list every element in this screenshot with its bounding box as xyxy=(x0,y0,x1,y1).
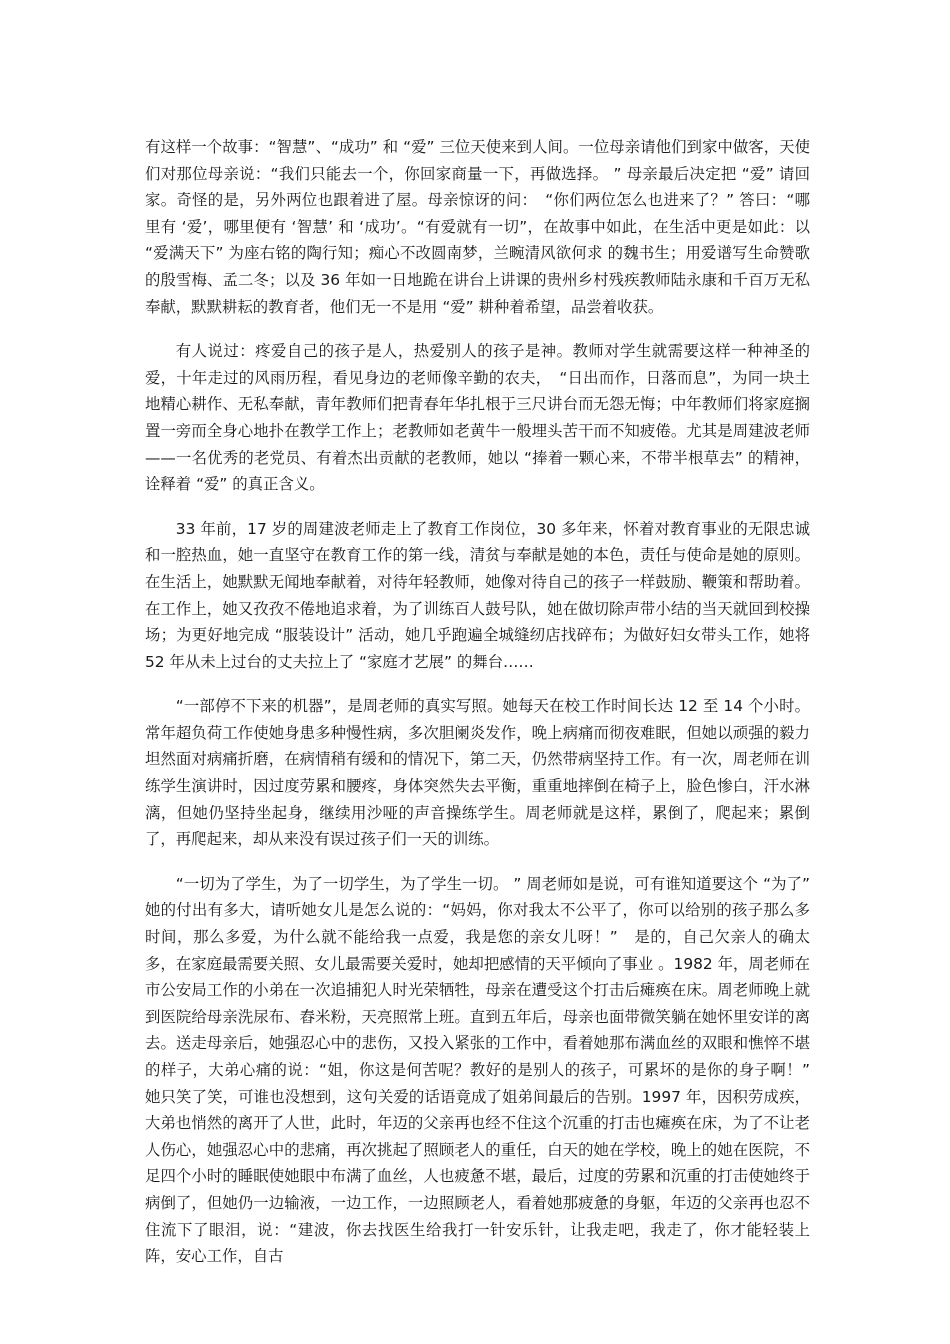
paragraph-family-sacrifice: “一切为了学生，为了一切学生，为了学生一切。 ” 周老师如是说，可有谁知道要这个 “为了” 她的付出有多大，请听她女儿是怎么说的：“妈妈，你对我太不公平了，你可以给别的孩子那么多时间，那么多爱，为什么就不能给我一点爱，我是您的亲女儿呀！” 是的，自己欠亲人的确太多，在家庭最需要关照、女儿最需要关爱时，她却把感情的天平倾向了事业 。1982 年，周老师在市公安局工作的小弟在一次追捕犯人时光荣牺牲，母亲在遭受这个打击后瘫痪在床。周老师晚上就到医院给母亲洗尿布、舂米粉，天亮照常上班。直到五年后，母亲也面带微笑躺在她怀里安详的离去。送走母亲后，她强忍心中的悲伤，又投入紧张的工作中，看着她那布满血丝的双眼和憔悴不堪的样子，大弟心痛的说：“姐，你这是何苦呢？教好的是别人的孩子，可累坏的是你的身子啊！” 她只笑了笑，可谁也没想到，这句关爱的话语竟成了姐弟间最后的告别。1997 年，因积劳成疾，大弟也悄然的离开了人世，此时，年迈的父亲再也经不住这个沉重的打击也瘫痪在床，为了不让老人伤心，她强忍心中的悲痛，再次挑起了照顾老人的重任，白天的她在学校，晚上的她在医院，不足四个小时的睡眠使她眼中布满了血丝，人也疲惫不堪，最后，过度的劳累和沉重的打击使她终于病倒了，但她仍一边输液，一边工作，一边照顾老人，看着她那疲惫的身躯，年迈的父亲再也忍不住流下了眼泪，说：“建波，你去找医生给我打一针安乐针，让我走吧，我走了，你才能轻装上阵，安心工作，自古 xyxy=(145,874,810,1266)
document-page xyxy=(145,134,810,1270)
paragraph-story-intro: 有这样一个故事：“智慧”、“成功” 和 “爱” 三位天使来到人间。一位母亲请他们到家中做客，天使们对那位母亲说：“我们只能去一个，你回家商量一下，再做选择。 ” 母亲最后决定把 “爱” 请回家。奇怪的是，另外两位也跟着进了屋。母亲惊讶的问： “你们两位怎么也进来了？” 答曰：“哪里有 ‘爱’，哪里便有 ‘智慧’ 和 ‘成功’。“有爱就有一切”，在故事中如此，在生活中更是如此：以 “爱满天下” 为座右铭的陶行知；痴心不改圆南梦，兰畹清风欲何求 的魏书生；用爱谱写生命赞歌的殷雪梅、孟二冬；以及 36 年如一日地跪在讲台上讲课的贵州乡村残疾教师陆永康和千百万无私奉献，默默耕耘的教育者，他们无一不是用 “爱” 耕种着希望，品尝着收获。 xyxy=(145,138,810,316)
paragraph-love-of-teachers: 有人说过：疼爱自己的孩子是人，热爱别人的孩子是神。教师对学生就需要这样一种神圣的爱，十年走过的风雨历程，看见身边的老师像辛勤的农夫， “日出而作，日落而息”，为同一块土地精心耕作、无私奉献，青年教师们把青春年华扎根于三尺讲台而无怨无悔；中年教师们将家庭搁置一旁而全身心地扑在教学工作上；老教师如老黄牛一般埋头苦干而不知疲倦。尤其是周建波老师——一名优秀的老党员、有着杰出贡献的老教师，她以 “捧着一颗心来，不带半根草去” 的精神，诠释着 “爱” 的真正含义。 xyxy=(145,342,810,494)
paragraph-tireless-machine: “一部停不下来的机器”，是周老师的真实写照。她每天在校工作时间长达 12 至 14 个小时。常年超负荷工作使她身患多种慢性病，多次胆阑炎发作，晚上病痛而彻夜难眠，但她以顽强的毅力坦然面对病痛折磨，在病情稍有缓和的情况下，第二天，仍然带病坚持工作。有一次，周老师在训练学生演讲时，因过度劳累和腰疼，身体突然失去平衡，重重地摔倒在椅子上，脸色惨白，汗水淋漓，但她仍坚持坐起身，继续用沙哑的声音操练学生。周老师就是这样，累倒了，爬起来；累倒了，再爬起来，却从来没有误过孩子们一天的训练。 xyxy=(145,697,810,849)
paragraph-career-history: 33 年前，17 岁的周建波老师走上了教育工作岗位，30 多年来，怀着对教育事业的无限忠诚和一腔热血，她一直坚守在教育工作的第一线，清贫与奉献是她的本色，责任与使命是她的原则。在生活上，她默默无闻地奉献着，对待年轻教师，她像对待自己的孩子一样鼓励、鞭策和帮助着。在工作上，她又孜孜不倦地追求着，为了训练百人鼓号队，她在做切除声带小结的当天就回到校操场；为更好地完成 “服装设计” 活动，她几乎跑遍全城缝纫店找碎布；为做好妇女带头工作，她将 52 年从未上过台的丈夫拉上了 “家庭才艺展” 的舞台…… xyxy=(145,519,810,671)
